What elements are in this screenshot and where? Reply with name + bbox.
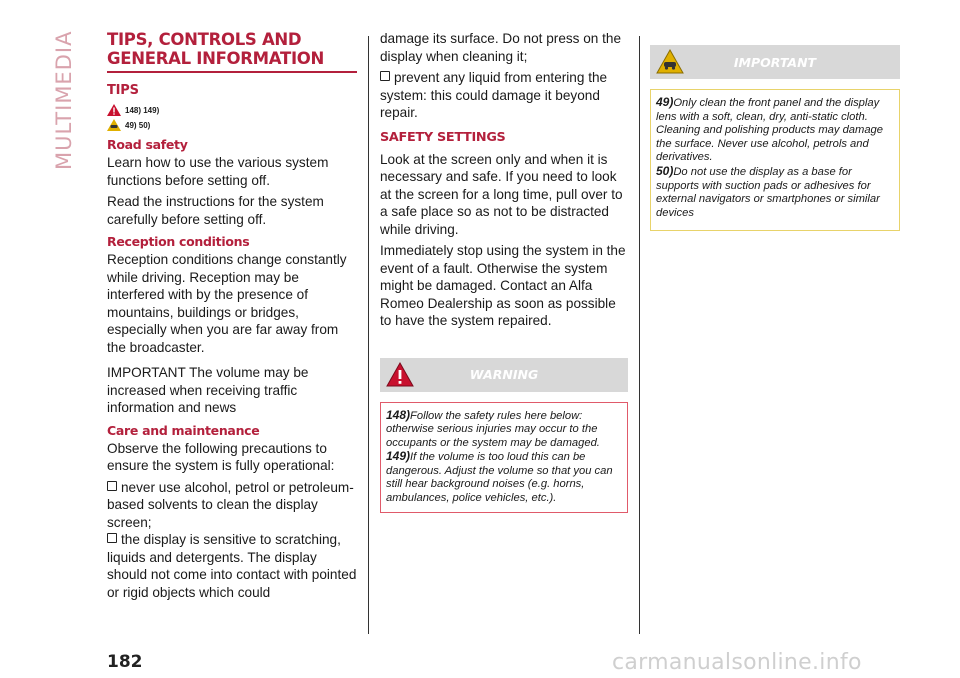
warning-title: WARNING [469,367,539,382]
list-item: prevent any liquid from entering the system: this could damage it beyond repair. [380,70,608,120]
care-heading: Care and maintenance [107,422,260,438]
warning-triangle-icon [386,362,414,387]
continued-text: damage its surface. Do not press on the display when cleaning it; [380,31,622,64]
reception-paragraph: Reception conditions change constantly while driving. Reception may be interfered with by the presence of mountains, buildings or bridges, especially when you are far away from the broadcaster. [107,252,347,355]
warning-content [380,402,628,513]
important-ref-numbers: 49) 50) [125,120,151,130]
tips-heading: TIPS [107,83,139,98]
safety-paragraph-1: Look at the screen only and when it is necessary and safe. If you need to look at the screen for a long time, pull over to a safe place so as not to be distracted while driving. [380,151,623,237]
list-item: never use alcohol, petrol or petroleum-based solvents to clean the display screen; [107,479,354,530]
column-divider [368,36,369,634]
section-side-tab [52,30,82,170]
warning-item: 148)Follow the safety rules here below: otherwise serious injuries may occur to the occupants or the system may be damaged. [386,407,600,449]
road-safety-paragraph-1: Learn how to use the various system functions before setting off. [107,155,329,188]
warning-triangle-icon [107,104,121,116]
warning-reference [107,104,357,116]
warning-box [380,358,628,513]
watermark: carmanualsonline.info [612,650,862,675]
section-title: TIPS, CONTROLS AND GENERAL INFORMATION [107,30,357,73]
car-warning-icon [656,49,684,74]
important-title: IMPORTANT [733,54,817,70]
important-content [650,89,900,231]
checkbox-bullet-icon [107,533,117,543]
column-divider [639,36,640,634]
reception-heading: Reception conditions [107,234,250,249]
warning-header [380,358,628,392]
column-middle [380,30,628,513]
car-warning-icon [107,119,121,131]
important-header [650,45,900,79]
important-item: 49)Only clean the front panel and the display lens with a soft, clean, dry, anti-static cloth. Cleaning and polishing products may damage the surface. Never use alcohol, petrols and derivatives. [656,95,884,164]
important-item: 50)Do not use the display as a base for supports with suction pads or adhesives for external navigators or smartphones or similar devices [656,163,880,219]
list-item: the display is sensitive to scratching, liquids and detergents. The display should not come into contact with pointed or rigid objects which could [107,532,357,600]
road-safety-heading: Road safety [107,137,188,152]
section-label: MULTIMEDIA [52,30,76,170]
road-safety-paragraph-2: Read the instructions for the system carefully before setting off. [107,194,324,227]
safety-settings-heading: SAFETY SETTINGS [380,129,506,145]
safety-paragraph-2: Immediately stop using the system in the event of a fault. Otherwise the system might be damaged. Contact an Alfa Romeo Dealership as soon as possible to have the system repaired. [380,243,626,328]
care-paragraph: Observe the following precautions to ensure the system is fully operational: [107,440,335,473]
warning-ref-numbers: 148) 149) [125,105,160,115]
important-note: IMPORTANT The volume may be increased when receiving traffic information and news [107,365,309,415]
column-left [107,30,357,601]
important-box [650,45,900,231]
important-reference [107,119,357,131]
warning-item: 149)If the volume is too loud this can be dangerous. Adjust the volume so that you can still hear background noises (e.g. horns, ambulances, police vehicles, etc.). [386,449,613,505]
column-right [650,30,900,231]
checkbox-bullet-icon [380,71,390,81]
checkbox-bullet-icon [107,481,117,491]
page-number: 182 [107,652,143,672]
